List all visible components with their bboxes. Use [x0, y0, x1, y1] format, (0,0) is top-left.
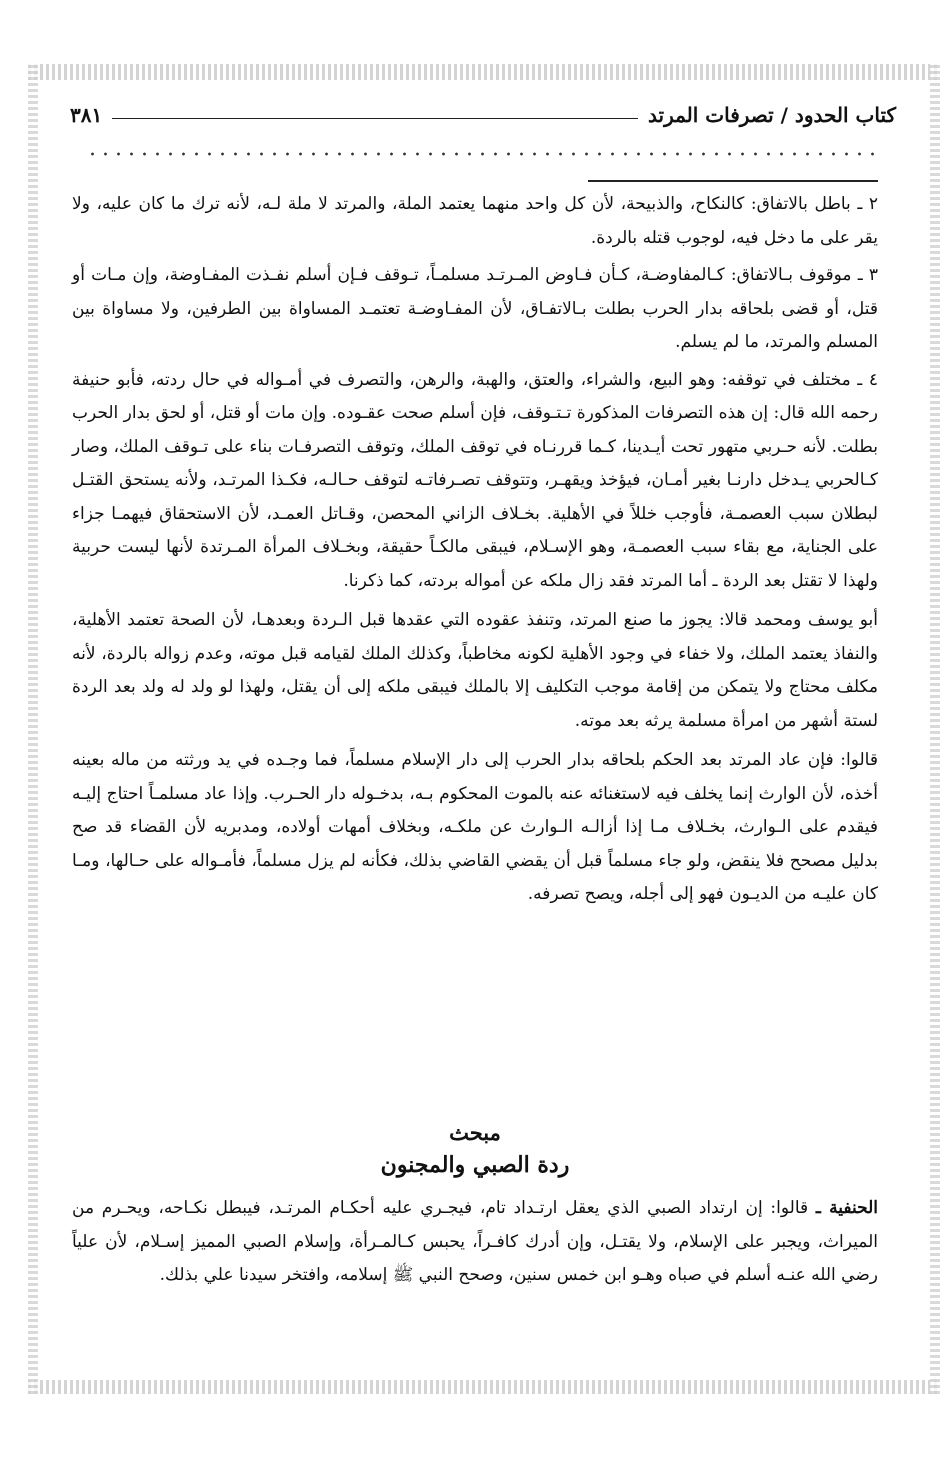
- section-subheading: ردة الصبي والمجنون: [380, 1152, 570, 1178]
- paragraph-disputed-suspension: ٤ ـ مختلف في توقفه: وهو البيع، والشراء، والعتق، والهبة، والرهن، والتصرف في أمـواله في حال ردته، فأبو حنيفة رحمه الله قال: إن هذه التصرفات المذكورة تـتـوقف، فإن أسلم صحت عقـوده. وإن مات أو قتل، أو لحق بدار الحرب بطلت. لأنه حـربي متهور تحت أيـدينا، كـما قررنـاه في توقف الملك، وتوقف التصرفـات بناء على تـوقف الملك، وصار كـالحربي يـدخل دارنـا بغير أمـان، فيؤخذ ويقهـر، وتتوقف تصـرفاتـه لتوقف حـالـه، فكـذا المرتـد، ولأنه يستحق القتـل لبطلان سبب العصمـة، فأوجب خللاً في الأهلية. بخـلاف الزاني المحصن، وقـاتل العمـد، لأن الاستحقاق فيهمـا جزاء على الجناية، مع بقاء سبب العصمـة، وهو الإسـلام، فيبقى مالكـاً حقيقة، وبخـلاف المرأة المـرتدة لأنها ليست حربية ولهذا لا تقتل بعد الردة ـ أما المرتد فقد زال ملكه عن أمواله بردته، كما ذكرنا.: [72, 369, 878, 591]
- main-text: [72, 188, 878, 916]
- decorative-border-right: [930, 64, 940, 1394]
- paragraph-return-of-apostate: قالوا: فإن عاد المرتد بعد الحكم بلحاقه بدار الحرب إلى دار الإسلام مسلماً، فما وجـده في يد ورثته من ماله بعينه أخذه، لأن الوارث إنما يخلف فيه لاستغنائه عنه بالموت المحكوم بـه، بدخـوله دار الحـرب. وإذا عاد مسلمـاً احتاج إليـه فيقدم على الـوارث، بخـلاف مـا إذا أزالـه الـوارث عن ملكـه، وبخلاف أمهات أولاده، ومدبريه لأن القضاء قد صح بدليل مصحح فلا ينقض، ولو جاء مسلماً قبل أن يقضي القاضي بذلك، فكأنه لم يزل مسلماً، فأمـواله على حـالها، ومـا كان عليـه من الديـون فهو إلى أجله، ويصح تصرفه.: [72, 750, 878, 904]
- decorative-border-top: [28, 64, 940, 80]
- section-text: [72, 1192, 878, 1293]
- section-rule: [588, 180, 878, 182]
- paragraph-suspended-by-agreement: ٣ ـ موقوف بـالاتفاق: كـالمفاوضـة، كـأن فـاوض المـرتـد مسلمـاً، تـوقف فـإن أسلم نفـذت المفـاوضة، وإن مـات أو قتل، أو قضى بلحاقه بدار الحرب بطلت بـالاتفـاق، لأن المفـاوضـة تعتمـد المساواة بين الطرفين، ولا مساواة بين المسلم والمرتد، ما لم يسلم.: [72, 265, 878, 352]
- paragraph-invalid-by-agreement: ٢ ـ باطل بالاتفاق: كالنكاح، والذبيحة، لأن كل واحد منهما يعتمد الملة، والمرتد لا ملة لـه، لأنه ترك ما كان عليه، ولا يقر على ما دخل فيه، لوجوب قتله بالردة.: [72, 194, 878, 248]
- section-lead: الحنفية ـ: [815, 1198, 878, 1218]
- section-body: قالوا: إن ارتداد الصبي الذي يعقل ارتـداد تام، فيجـري عليه أحكـام المرتـد، فيبطل نكـاحه، ويحـرم من الميراث، ويجبر على الإسلام، ولا يقتـل، وإن أدرك كافـراً، يحبس كـالمـرأة، وإسلام الصبي المميز إسـلام، لأن علياً رضي الله عنـه أسلم في صباه وهـو ابن خمس سنين، وصحح النبي ﷺ إسلامه، وافتخر سيدنا علي بذلك.: [72, 1198, 878, 1285]
- dotted-separator: [86, 150, 884, 158]
- decorative-border-left: [28, 64, 38, 1394]
- page-number: ٣٨١: [70, 103, 103, 127]
- header-rule: [112, 118, 638, 119]
- running-header: [70, 98, 896, 132]
- section-heading: مبحث: [449, 1120, 501, 1145]
- section-titles: [72, 1118, 878, 1182]
- paragraph-abu-yusuf-muhammad: أبو يوسف ومحمد قالا: يجوز ما صنع المرتد، وتنفذ عقوده التي عقدها قبل الـردة وبعدهـا، لأن الصحة تعتمد الأهلية، والنفاذ يعتمد الملك، ولا خفاء في وجود الأهلية لكونه مخاطباً، وكذلك الملك لقيامه قبل موته، وعدم زواله بالردة، لأنه مكلف محتاج ولا يتمكن من إقامة موجب التكليف إلا بالملك فيبقى ملكه إلى أن يقتل، ولهذا لو ولد له ولد بعد الردة لستة أشهر من امرأة مسلمة يرثه بعد موته.: [72, 610, 878, 731]
- running-title: كتاب الحدود / تصرفات المرتد: [648, 103, 896, 127]
- decorative-border-bottom: [28, 1380, 940, 1394]
